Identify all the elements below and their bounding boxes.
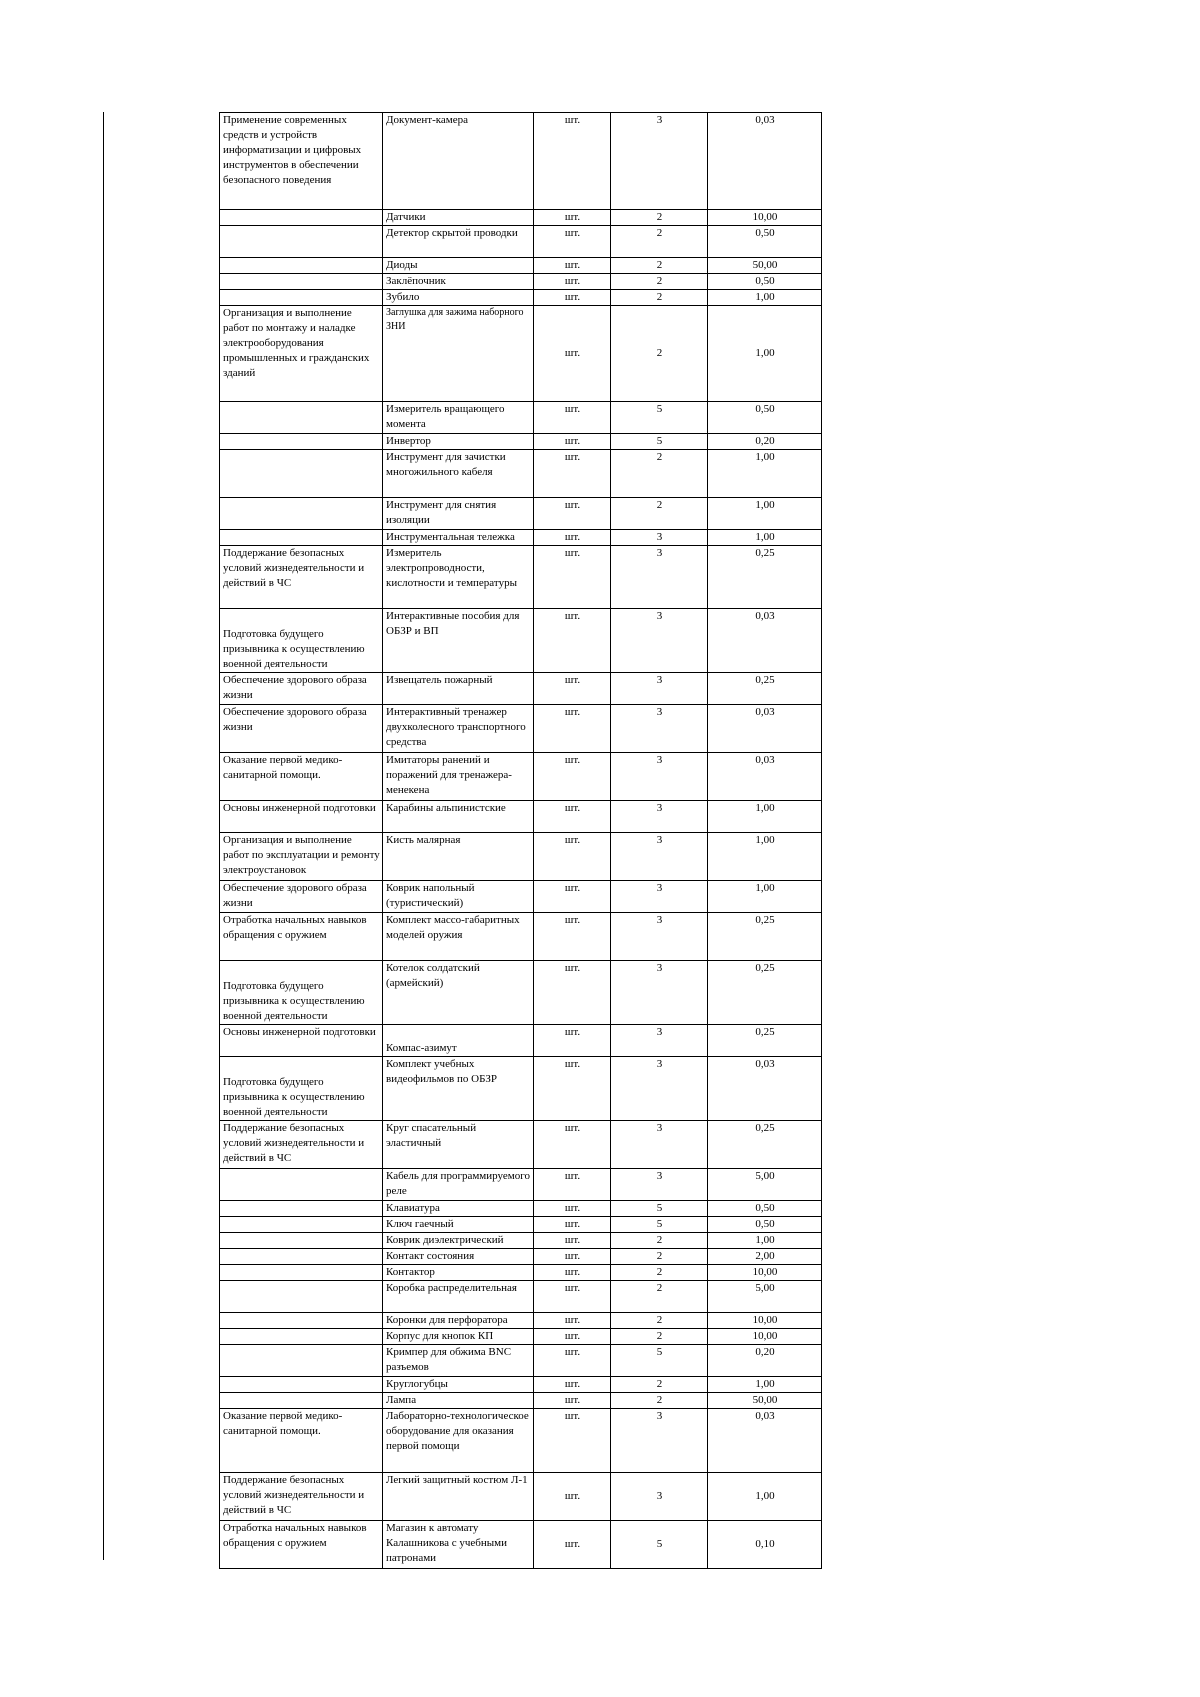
item-name-cell: Зубило xyxy=(383,290,534,306)
activity-cell xyxy=(220,258,383,274)
quantity-cell: 2 xyxy=(611,290,708,306)
unit-cell: шт. xyxy=(534,434,611,450)
rate-cell: 1,00 xyxy=(708,881,822,913)
activity-cell xyxy=(220,210,383,226)
left-margin-rule xyxy=(103,112,104,1560)
item-name-cell: Контакт состояния xyxy=(383,1249,534,1265)
item-name-cell: Интерактивные пособия для ОБЗР и ВП xyxy=(383,609,534,673)
quantity-cell: 2 xyxy=(611,306,708,402)
quantity-cell: 2 xyxy=(611,1329,708,1345)
table-row xyxy=(220,530,822,546)
activity-cell: Основы инженерной подготовки xyxy=(220,801,383,833)
rate-cell: 0,25 xyxy=(708,546,822,609)
quantity-cell: 2 xyxy=(611,1249,708,1265)
rate-cell: 1,00 xyxy=(708,801,822,833)
item-name-cell: Коврик напольный (туристический) xyxy=(383,881,534,913)
quantity-cell: 3 xyxy=(611,1121,708,1169)
activity-cell: Подготовка будущего призывника к осуществлению военной деятельности xyxy=(220,609,383,673)
activity-cell xyxy=(220,402,383,434)
table-row xyxy=(220,1281,822,1313)
item-name-cell: Инвертор xyxy=(383,434,534,450)
rate-cell: 1,00 xyxy=(708,1377,822,1393)
item-name-cell: Коробка распределительная xyxy=(383,1281,534,1313)
activity-cell xyxy=(220,1313,383,1329)
quantity-cell: 2 xyxy=(611,1281,708,1313)
quantity-cell: 3 xyxy=(611,113,708,210)
quantity-cell: 5 xyxy=(611,1345,708,1377)
table-row xyxy=(220,113,822,210)
rate-cell: 2,00 xyxy=(708,1249,822,1265)
table-row xyxy=(220,609,822,673)
item-name-cell: Интерактивный тренажер двухколесного транспортного средства xyxy=(383,705,534,753)
quantity-cell: 2 xyxy=(611,1393,708,1409)
activity-cell: Отработка начальных навыков обращения с оружием xyxy=(220,1521,383,1569)
item-name-cell: Ключ гаечный xyxy=(383,1217,534,1233)
unit-cell: шт. xyxy=(534,498,611,530)
unit-cell: шт. xyxy=(534,1025,611,1057)
unit-cell: шт. xyxy=(534,1377,611,1393)
rate-cell: 0,20 xyxy=(708,434,822,450)
item-name-cell: Кисть малярная xyxy=(383,833,534,881)
unit-cell: шт. xyxy=(534,609,611,673)
table-row xyxy=(220,306,822,402)
unit-cell: шт. xyxy=(534,881,611,913)
rate-cell: 0,03 xyxy=(708,705,822,753)
activity-cell xyxy=(220,434,383,450)
quantity-cell: 2 xyxy=(611,1233,708,1249)
unit-cell: шт. xyxy=(534,833,611,881)
item-name-cell: Магазин к автомату Калашникова с учебными патронами xyxy=(383,1521,534,1569)
rate-cell: 0,25 xyxy=(708,913,822,961)
unit-cell: шт. xyxy=(534,290,611,306)
rate-cell: 1,00 xyxy=(708,530,822,546)
unit-cell: шт. xyxy=(534,913,611,961)
rate-cell: 0,03 xyxy=(708,1057,822,1121)
quantity-cell: 3 xyxy=(611,546,708,609)
item-name-cell: Инструмент для снятия изоляции xyxy=(383,498,534,530)
unit-cell: шт. xyxy=(534,1473,611,1521)
rate-cell: 1,00 xyxy=(708,1233,822,1249)
quantity-cell: 3 xyxy=(611,1057,708,1121)
activity-cell xyxy=(220,1281,383,1313)
activity-cell xyxy=(220,498,383,530)
quantity-cell: 2 xyxy=(611,498,708,530)
activity-cell: Обеспечение здорового образа жизни xyxy=(220,881,383,913)
table-row xyxy=(220,1121,822,1169)
item-name-cell: Карабины альпинистские xyxy=(383,801,534,833)
rate-cell: 0,03 xyxy=(708,113,822,210)
quantity-cell: 3 xyxy=(611,673,708,705)
unit-cell: шт. xyxy=(534,546,611,609)
item-name-cell: Кримпер для обжима BNC разъемов xyxy=(383,1345,534,1377)
table-row xyxy=(220,673,822,705)
item-name-cell: Клавиатура xyxy=(383,1201,534,1217)
rate-cell: 5,00 xyxy=(708,1169,822,1201)
rate-cell: 0,50 xyxy=(708,226,822,258)
item-name-cell: Измеритель вращающего момента xyxy=(383,402,534,434)
quantity-cell: 3 xyxy=(611,530,708,546)
item-name-cell: Котелок солдатский (армейский) xyxy=(383,961,534,1025)
quantity-cell: 3 xyxy=(611,913,708,961)
activity-cell xyxy=(220,450,383,498)
item-name-cell: Заклёпочник xyxy=(383,274,534,290)
activity-cell xyxy=(220,1217,383,1233)
rate-cell: 1,00 xyxy=(708,306,822,402)
quantity-cell: 3 xyxy=(611,1169,708,1201)
item-name-cell: Комплект учебных видеофильмов по ОБЗР xyxy=(383,1057,534,1121)
activity-cell xyxy=(220,1329,383,1345)
table-row xyxy=(220,753,822,801)
activity-cell xyxy=(220,1265,383,1281)
table-row xyxy=(220,274,822,290)
item-name-cell: Имитаторы ранений и поражений для тренажера-менекена xyxy=(383,753,534,801)
activity-cell xyxy=(220,226,383,258)
rate-cell: 0,50 xyxy=(708,1217,822,1233)
activity-cell: Поддержание безопасных условий жизнедеятельности и действий в ЧС xyxy=(220,1473,383,1521)
unit-cell: шт. xyxy=(534,1057,611,1121)
table-row xyxy=(220,1473,822,1521)
rate-cell: 0,10 xyxy=(708,1521,822,1569)
unit-cell: шт. xyxy=(534,113,611,210)
item-name-cell: Инструмент для зачистки многожильного кабеля xyxy=(383,450,534,498)
activity-cell: Подготовка будущего призывника к осуществлению военной деятельности xyxy=(220,1057,383,1121)
rate-cell: 0,50 xyxy=(708,274,822,290)
item-name-cell: Детектор скрытой проводки xyxy=(383,226,534,258)
rate-cell: 0,03 xyxy=(708,753,822,801)
rate-cell: 0,25 xyxy=(708,673,822,705)
table-row xyxy=(220,498,822,530)
activity-cell xyxy=(220,1345,383,1377)
item-name-cell: Измеритель электропроводности, кислотности и температуры xyxy=(383,546,534,609)
table-row xyxy=(220,1025,822,1057)
quantity-cell: 3 xyxy=(611,801,708,833)
quantity-cell: 3 xyxy=(611,1473,708,1521)
unit-cell: шт. xyxy=(534,530,611,546)
table-row xyxy=(220,434,822,450)
quantity-cell: 2 xyxy=(611,1265,708,1281)
activity-cell: Обеспечение здорового образа жизни xyxy=(220,705,383,753)
rate-cell: 0,20 xyxy=(708,1345,822,1377)
rate-cell: 0,03 xyxy=(708,1409,822,1473)
rate-cell: 5,00 xyxy=(708,1281,822,1313)
item-name-cell: Извещатель пожарный xyxy=(383,673,534,705)
table-row xyxy=(220,705,822,753)
unit-cell: шт. xyxy=(534,1217,611,1233)
activity-cell: Основы инженерной подготовки xyxy=(220,1025,383,1057)
quantity-cell: 3 xyxy=(611,833,708,881)
unit-cell: шт. xyxy=(534,450,611,498)
rate-cell: 1,00 xyxy=(708,450,822,498)
item-name-cell: Инструментальная тележка xyxy=(383,530,534,546)
rate-cell: 10,00 xyxy=(708,1265,822,1281)
item-name-cell: Легкий защитный костюм Л-1 xyxy=(383,1473,534,1521)
unit-cell: шт. xyxy=(534,1393,611,1409)
unit-cell: шт. xyxy=(534,1345,611,1377)
activity-cell xyxy=(220,530,383,546)
table-row xyxy=(220,1345,822,1377)
table-row xyxy=(220,546,822,609)
quantity-cell: 2 xyxy=(611,258,708,274)
quantity-cell: 5 xyxy=(611,434,708,450)
unit-cell: шт. xyxy=(534,753,611,801)
item-name-cell: Лабораторно-технологическое оборудование для оказания первой помощи xyxy=(383,1409,534,1473)
quantity-cell: 3 xyxy=(611,881,708,913)
item-name-cell: Компас-азимут xyxy=(383,1025,534,1057)
table-row xyxy=(220,1409,822,1473)
unit-cell: шт. xyxy=(534,1313,611,1329)
unit-cell: шт. xyxy=(534,1281,611,1313)
rate-cell: 0,50 xyxy=(708,1201,822,1217)
quantity-cell: 5 xyxy=(611,1217,708,1233)
table-row xyxy=(220,450,822,498)
rate-cell: 50,00 xyxy=(708,1393,822,1409)
activity-cell xyxy=(220,1249,383,1265)
quantity-cell: 3 xyxy=(611,1025,708,1057)
unit-cell: шт. xyxy=(534,402,611,434)
table-row xyxy=(220,1217,822,1233)
activity-cell xyxy=(220,274,383,290)
table-row xyxy=(220,1313,822,1329)
table-row xyxy=(220,290,822,306)
quantity-cell: 5 xyxy=(611,1521,708,1569)
unit-cell: шт. xyxy=(534,961,611,1025)
quantity-cell: 2 xyxy=(611,226,708,258)
activity-cell: Отработка начальных навыков обращения с оружием xyxy=(220,913,383,961)
rate-cell: 10,00 xyxy=(708,1313,822,1329)
quantity-cell: 5 xyxy=(611,1201,708,1217)
table-row xyxy=(220,258,822,274)
unit-cell: шт. xyxy=(534,274,611,290)
item-name-cell: Круг спасательный эластичный xyxy=(383,1121,534,1169)
table-row xyxy=(220,210,822,226)
rate-cell: 0,25 xyxy=(708,961,822,1025)
activity-cell xyxy=(220,1233,383,1249)
unit-cell: шт. xyxy=(534,258,611,274)
item-name-cell: Лампа xyxy=(383,1393,534,1409)
table-row xyxy=(220,1233,822,1249)
item-name-cell: Корпус для кнопок КП xyxy=(383,1329,534,1345)
equipment-table xyxy=(219,112,822,1569)
activity-cell xyxy=(220,290,383,306)
unit-cell: шт. xyxy=(534,1521,611,1569)
unit-cell: шт. xyxy=(534,1265,611,1281)
activity-cell: Поддержание безопасных условий жизнедеятельности и действий в ЧС xyxy=(220,546,383,609)
table-row xyxy=(220,1169,822,1201)
unit-cell: шт. xyxy=(534,1233,611,1249)
item-name-cell: Кабель для программируемого реле xyxy=(383,1169,534,1201)
item-name-cell: Диоды xyxy=(383,258,534,274)
rate-cell: 50,00 xyxy=(708,258,822,274)
item-name-cell: Датчики xyxy=(383,210,534,226)
table-row xyxy=(220,1521,822,1569)
quantity-cell: 5 xyxy=(611,402,708,434)
rate-cell: 10,00 xyxy=(708,1329,822,1345)
table-row xyxy=(220,1377,822,1393)
activity-cell xyxy=(220,1393,383,1409)
quantity-cell: 2 xyxy=(611,1313,708,1329)
table-row xyxy=(220,833,822,881)
activity-cell: Подготовка будущего призывника к осуществлению военной деятельности xyxy=(220,961,383,1025)
table-row xyxy=(220,226,822,258)
table-row xyxy=(220,801,822,833)
unit-cell: шт. xyxy=(534,1121,611,1169)
unit-cell: шт. xyxy=(534,1169,611,1201)
unit-cell: шт. xyxy=(534,226,611,258)
unit-cell: шт. xyxy=(534,1249,611,1265)
unit-cell: шт. xyxy=(534,1409,611,1473)
quantity-cell: 2 xyxy=(611,1377,708,1393)
quantity-cell: 3 xyxy=(611,1409,708,1473)
rate-cell: 0,03 xyxy=(708,609,822,673)
table-row xyxy=(220,402,822,434)
quantity-cell: 3 xyxy=(611,753,708,801)
activity-cell: Оказание первой медико-санитарной помощи. xyxy=(220,753,383,801)
quantity-cell: 2 xyxy=(611,450,708,498)
rate-cell: 0,25 xyxy=(708,1025,822,1057)
unit-cell: шт. xyxy=(534,705,611,753)
table-row xyxy=(220,1329,822,1345)
activity-cell xyxy=(220,1169,383,1201)
unit-cell: шт. xyxy=(534,1201,611,1217)
activity-cell: Поддержание безопасных условий жизнедеятельности и действий в ЧС xyxy=(220,1121,383,1169)
quantity-cell: 3 xyxy=(611,705,708,753)
rate-cell: 1,00 xyxy=(708,1473,822,1521)
item-name-cell: Коронки для перфоратора xyxy=(383,1313,534,1329)
item-name-cell: Комплект массо-габаритных моделей оружия xyxy=(383,913,534,961)
item-name-cell: Заглушка для зажима наборного ЗНИ xyxy=(383,306,534,402)
unit-cell: шт. xyxy=(534,673,611,705)
item-name-cell: Круглогубцы xyxy=(383,1377,534,1393)
quantity-cell: 2 xyxy=(611,274,708,290)
table-row xyxy=(220,1393,822,1409)
rate-cell: 10,00 xyxy=(708,210,822,226)
unit-cell: шт. xyxy=(534,306,611,402)
activity-cell: Организация и выполнение работ по эксплуатации и ремонту электроустановок xyxy=(220,833,383,881)
activity-cell: Обеспечение здорового образа жизни xyxy=(220,673,383,705)
activity-cell xyxy=(220,1201,383,1217)
table-row xyxy=(220,1057,822,1121)
unit-cell: шт. xyxy=(534,210,611,226)
rate-cell: 1,00 xyxy=(708,290,822,306)
quantity-cell: 3 xyxy=(611,961,708,1025)
rate-cell: 1,00 xyxy=(708,498,822,530)
activity-cell: Применение современных средств и устройств информатизации и цифровых инструментов в обеспечении безопасного поведения xyxy=(220,113,383,210)
item-name-cell: Контактор xyxy=(383,1265,534,1281)
table-row xyxy=(220,961,822,1025)
table-row xyxy=(220,913,822,961)
item-name-cell: Документ-камера xyxy=(383,113,534,210)
table-row xyxy=(220,1265,822,1281)
table-row xyxy=(220,1249,822,1265)
rate-cell: 0,50 xyxy=(708,402,822,434)
item-name-cell: Коврик диэлектрический xyxy=(383,1233,534,1249)
quantity-cell: 2 xyxy=(611,210,708,226)
activity-cell: Организация и выполнение работ по монтажу и наладке электрооборудования промышленных и гражданских зданий xyxy=(220,306,383,402)
rate-cell: 1,00 xyxy=(708,833,822,881)
unit-cell: шт. xyxy=(534,1329,611,1345)
table-row xyxy=(220,1201,822,1217)
quantity-cell: 3 xyxy=(611,609,708,673)
activity-cell: Оказание первой медико-санитарной помощи. xyxy=(220,1409,383,1473)
table-row xyxy=(220,881,822,913)
activity-cell xyxy=(220,1377,383,1393)
unit-cell: шт. xyxy=(534,801,611,833)
rate-cell: 0,25 xyxy=(708,1121,822,1169)
